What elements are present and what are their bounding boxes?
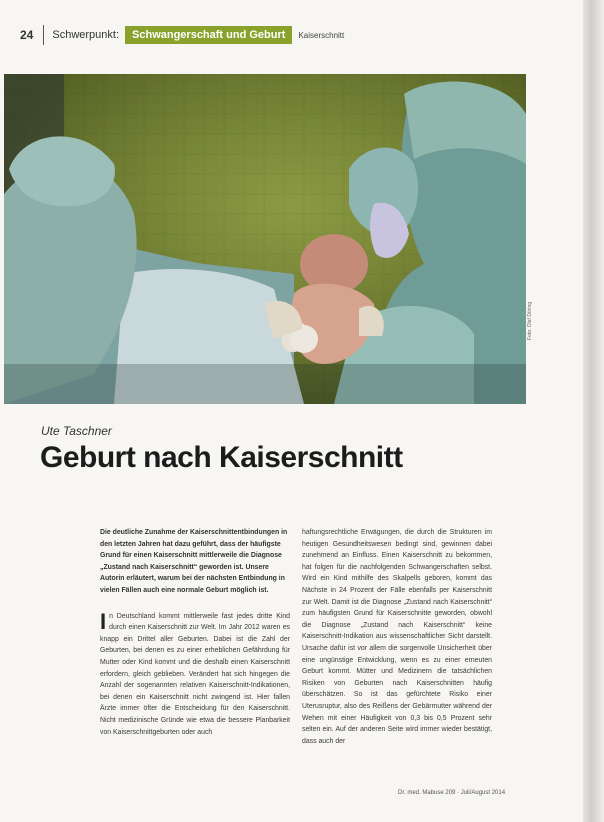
running-header: [20, 24, 344, 46]
body-text-right: haftungsrechtliche Erwägungen, die durch die Strukturen im heutigen Gesundheitswesen bedingt sind, gewinnen dabei zunehmend an Einfluss. Einen Kaiserschnitt zu bekommen, hat folgen für die nachfolgenden Schwangerschaften selbst. Wird ein Kind mithilfe des Skalpells geboren, kommt das Nächste in 24 Prozent der Fälle ebenfalls per Kaiserschnitt zur Welt. Damit ist die Diagnose „Zustand nach Kaiserschnitt“ zum häufigsten Grund für Kaiserschnitte geworden, obwohl die Diagnose „Zustand nach Kaiserschnitt“ keine Kaiserschnitt-Indikation aus wissenschaftlicher Sicht darstellt. Ursache dafür ist vor allem die sorgenvolle Unsicherheit über eine ungünstige Entwicklung, wenn es zu einer erneuten Geburt kommt. Mütter und Medizinern die tatsächlichen Risiken von Geburten nach Kaiserschnitten häufig überschätzen. So ist das gefürchtete Risiko einer Uterusruptur, also des Reißens der Gebärmutter während der Wehen mit einer Häufigkeit von 0,3 bis 0,5 Prozent sehr selten ein. Auf der anderen Seite wird immer wieder bestätigt, dass auch der: [302, 529, 492, 745]
body-text-left-content: n Deutschland kommt mittlerweile fast jedes dritte Kind durch einen Kaiserschnitt zur Welt. Im Jahr 2012 waren es knapp ein Drittel aller Geburten. Dabei ist die Zahl der Geburten, bei denen es zu einer erheblichen Gefährdung für Mutter oder Kind kommt und die deshalb einen Kaiserschnitt erfordern, gleich geblieben. Verändert hat sich hingegen die Anzahl der sogenannten relativen Kaiserschnitt-Indikationen, bei denen ein Kaiserschnitt nicht zwingend ist. Hier fallen Ärzte immer öfter die Entscheidung für den Kaiserschnitt. Nicht medizinische Gründe wie etwa die bessere Planbarkeit von Kaiserschnittgeburten oder auch: [100, 612, 290, 736]
delivery-room-photo: [4, 74, 526, 404]
subtopic-label: Kaiserschnitt: [298, 30, 345, 40]
right-column: [302, 527, 492, 747]
section-label: Schwerpunkt:: [52, 29, 120, 41]
topic-badge: Schwangerschaft und Geburt: [125, 26, 292, 44]
photo-credit: Foto: Olaf Döring: [527, 301, 533, 340]
body-text-left: [100, 608, 290, 739]
page-edge-shadow: [583, 0, 604, 822]
header-divider: [43, 25, 44, 45]
article-lead: Die deutliche Zunahme der Kaiserschnittentbindungen in den letzten Jahren hat dazu geführt, dass der häufigste Grund für einen Kaiserschnitt mittlerweile die Diagnose „Zustand nach Kaiserschnitt“ geworden ist. Unsere Autorin erläutert, warum bei der nächsten Entbindung in vielen Fällen auch eine normale Geburt möglich ist.: [100, 529, 288, 594]
page-number: 24: [20, 28, 34, 42]
article-photo: [4, 74, 526, 404]
article-title: Geburt nach Kaiserschnitt: [40, 441, 403, 474]
drop-cap: I: [100, 608, 107, 634]
left-column: [100, 527, 290, 738]
page-footer: Dr. med. Mabuse 209 · Juli/August 2014: [398, 790, 506, 796]
article-author: Ute Taschner: [41, 424, 112, 438]
